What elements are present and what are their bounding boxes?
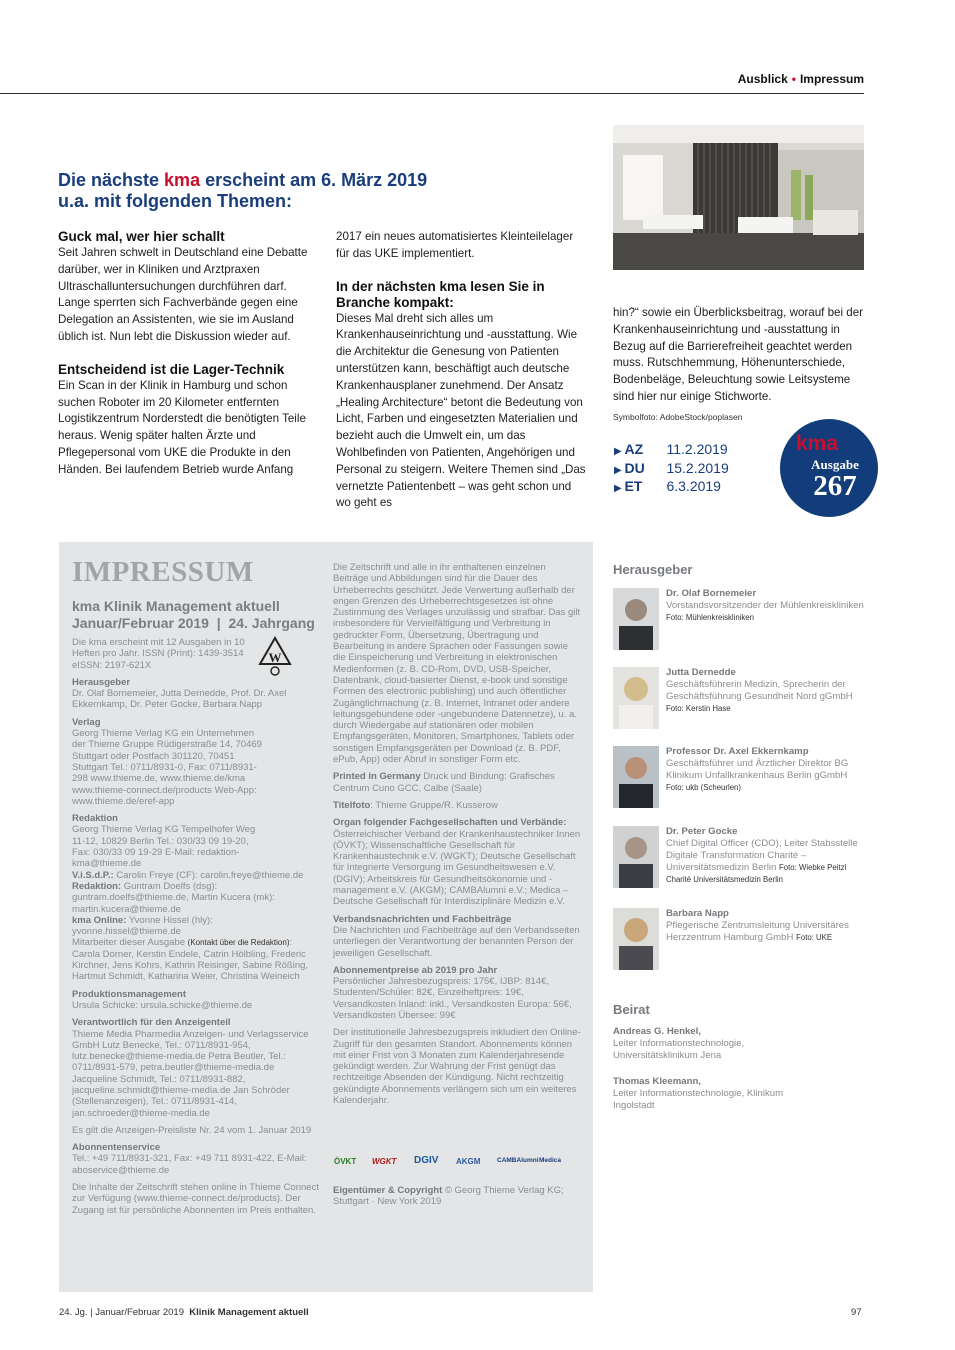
portrait-photo (613, 667, 659, 729)
logo-cambalumni: CAMBAlumni (497, 1157, 539, 1164)
impressum-label: Organ folgender Fachgesellschaften und Verbände: (333, 817, 567, 829)
person-name: Dr. Olaf Bornemeier (666, 588, 757, 599)
impressum-note: (Kontakt über die Redaktion) (187, 938, 290, 948)
separator: | (216, 615, 221, 631)
photo-credit: Foto: Wiebke Peitzl Charité Universitätsmedizin Berlin (666, 863, 847, 884)
impressum-label: V.i.S.d.P.: (72, 869, 114, 881)
date-value: 11.2.2019 (666, 441, 728, 457)
impressum-label: Redaktion: (72, 880, 122, 892)
logo-medica: Medica (539, 1157, 562, 1164)
volume-label: 24. Jahrgang (228, 615, 315, 631)
header-rule (0, 93, 864, 94)
article-body: Seit Jahren schwelt in Deutschland eine Debatte darüber, wer in Kliniken und Arztpraxen Ultraschalluntersuchungen durchführen darf. Lange sperrten sich Fachverbände gegen eine Delegation an Assistenten, wie sie im Ausland üblich ist. Nun lebt die Diskussion wieder auf. (58, 246, 308, 343)
impressum-label: Redaktion (72, 813, 118, 825)
article-column-2 (336, 229, 588, 512)
impressum-text: Ursula Schicke: ursula.schicke@thieme.de (72, 999, 253, 1011)
member-name: Thomas Kleemann, (613, 1076, 701, 1087)
impressum-label: Herausgeber (72, 676, 131, 688)
footer-magazine: Klinik Management aktuell (189, 1307, 309, 1318)
photo-credit: Symbolfoto: AdobeStock/poplasen (613, 411, 743, 422)
next-issue-headline (58, 170, 578, 212)
triangle-icon: ▶ (614, 483, 625, 494)
impressum-intro: Die kma erscheint mit 12 Ausgaben in 10 Heften pro Jahr. ISSN (Print): 1439-3514 eISSN: 2197-621X (72, 637, 245, 671)
herausgeber-heading: Herausgeber (613, 562, 693, 577)
issue-label: Januar/Februar 2019 (72, 615, 209, 631)
impressum-label: Printed in Germany (333, 771, 421, 783)
svg-text:W: W (268, 650, 282, 665)
portrait-photo (613, 908, 659, 970)
impressum-text: Der institutionelle Jahresbezugspreis inkludiert den Online-Zugriff für den gesamten Standort. Abonnements können mit einer Frist von 3 Monaten zum Kalenderjahresende gekündigt werden. Zur Wahrung der Frist genügt das rechtzeitige Absenden der Kündigung. Nicht rechtzeitig gekündigte Abonnements verlängern sich um ein weiteres Kalenderjahr. (333, 1027, 581, 1107)
person-role: Geschäftsführer und Ärztlicher Direktor BG Klinikum Unfallkrankenhaus Berlin gGmbH (666, 758, 849, 781)
badge-number: 267 (813, 470, 857, 502)
date-code: DU (624, 459, 645, 476)
impressum-text: Die Inhalte der Zeitschrift stehen online in Thieme Connect zur Verfügung (www.thieme-connect.de/products). Der Zugang ist für persönliche Abonnenten im Preis enthalten. (72, 1182, 319, 1216)
triangle-icon: ▶ (614, 464, 625, 476)
person-card (613, 746, 863, 812)
impressum-label: Abonnentenservice (72, 1142, 161, 1154)
impressum-subtitle (72, 598, 315, 632)
photo-credit: Foto: Kerstin Hase (666, 704, 731, 713)
article-body: Ein Scan in der Klinik in Hamburg und schon suchen Roboter im 20 Kilometer entfernten Logistikzentrum Norderstedt die benötigten Teile heraus. Wenig später halten Ärzte und Pflegepersonal vom UKE die Produkte in den Händen. Bei laufendem Betrieb wurde Anfang (58, 378, 306, 476)
impressum-text: Guntram Doelfs (dsg): guntram.doelfs@thieme.de, Martin Kucera (mk): martin.kucera@thieme.de (72, 880, 275, 915)
impressum-label: Abonnementpreise ab 2019 pro Jahr (333, 964, 498, 976)
impressum-text: Die Zeitschrift und alle in ihr enthaltenen einzelnen Beiträge und Abbildungen sind für die Dauer des Urheberrechts geschützt. Jede Verwertung außerhalb der engen Grenzen des Urheberrechtsgesetzes ist ohne Zustimmung des Verlages unzulässig und strafbar. Das gilt insbesondere für Vervielfältigung und Verbreitung in gedruckter Form, Übersetzung, Übertragung und Bearbeitung in andere Sprachen oder Fassungen sowie die Einspeicherung und Verbreitung in elektronischen Medienformen (z. B. CD-Rom, DVD, USB-Speicher, Datenbank, cloud-basierter Dienst, e-book und sonstige Formen des electronic publishing) und auch öffentlicher Zugänglichmachung (z. B. Internet, Intranet oder andere leitungsgebundene oder -ungebundene Datennetze), u. a. durch Wiedergabe auf stationären oder mobilen Empfangsgeräten, Monitoren, Smartphones, Tablets oder sonstigen Empfangsgeräten per Download (z. B. PDF, ePub, App) oder Abruf in sonstiger Form etc. (333, 562, 581, 766)
impressum-title: IMPRESSUM (72, 556, 254, 588)
impressum-label: Produktionsmanagement (72, 988, 187, 1000)
impressum-column-1 (72, 637, 320, 1216)
photo-credit: Foto: ukb (Scheurlen) (666, 783, 741, 792)
impressum-label: kma Online: (72, 914, 127, 926)
article-body: Dieses Mal dreht sich alles um Krankenhauseinrichtung und -ausstattung. Wie die Architektur die Genesung von Patienten unterstützen kann, beschäftigt auch deutsche Krankenhausplaner zunehmend. Der Ansatz „Healing Architecture“ betont die Bedeutung von Licht, Farben und eingesetzten Materialien und bezieht auch die Umwelt ein, um das Wohlbefinden von Patienten, Angehörigen und Personal zu steigern. Weitere Themen sind „Das vernetzte Patientenbett – was geht schon und wo geht es (336, 311, 586, 510)
impressum-text: Es gilt die Anzeigen-Preisliste Nr. 24 vom 1. Januar 2019 (72, 1124, 312, 1136)
page-type-label: Impressum (799, 72, 864, 86)
person-role: Chief Digital Officer (CDO), Leiter Stabsstelle Digitale Transformation Charité – Universitätsmedizin Berlin (666, 838, 858, 873)
person-role: Pflegerische Zentrumsleitung Universitäres Herzzentrum Hamburg GmbH (666, 920, 849, 943)
member-role: Leiter Informationstechnologie, Klinikum Ingolstadt (613, 1088, 784, 1111)
article-title: Guck mal, wer hier schallt (58, 229, 225, 244)
page-number: 97 (851, 1307, 862, 1318)
article-title: In der nächsten kma lesen Sie in Branche kompakt: (336, 278, 545, 310)
date-row (614, 441, 764, 460)
footer-volume-issue: 24. Jg. | Januar/Februar 2019 (59, 1307, 184, 1318)
impressum-text: Carolin Freye (CF): carolin.freye@thieme.de (113, 869, 304, 881)
issue-badge (780, 419, 878, 517)
headline-line2: u.a. mit folgenden Themen: (58, 191, 293, 211)
magazine-name: kma Klinik Management aktuell (72, 598, 280, 614)
article-title: Entscheidend ist die Lager-Technik (58, 361, 285, 377)
impressum-text: Mitarbeiter dieser Ausgabe (72, 937, 186, 949)
impressum-label: Verlag (72, 716, 101, 728)
logo-akgm: AKGM (456, 1157, 481, 1166)
date-row (614, 478, 764, 497)
separator-dot: • (791, 72, 796, 86)
impressum-text: : Thieme Gruppe/R. Kusserow (370, 799, 498, 811)
person-card (613, 588, 863, 654)
article-column-1 (58, 229, 308, 479)
person-name: Barbara Napp (666, 908, 729, 919)
impressum-text: Georg Thieme Verlag KG Tempelhofer Weg 11-12, 10829 Berlin Tel.: 030/33 09 19-20, Fax: 030/33 09 19-29 E-Mail: redaktion-kma@thieme.de (72, 824, 256, 870)
clinic-interior-photo (613, 125, 864, 270)
impressum-label: Verbandsnachrichten und Fachbeiträge (333, 913, 512, 925)
issue-dates (614, 441, 764, 497)
member-name: Andreas G. Henkel, (613, 1026, 701, 1037)
article-body-continued: hin?“ sowie ein Überblicksbeitrag, worauf bei der Krankenhauseinrichtung und -ausstattung in Bezug auf die Barrierefreiheit geachtet werden muss. Rutschhemmung, Höhenunterschiede, Bodenbeläge, Beleuchtung sowie Leitsysteme sind hier nur einige Stichworte. (613, 306, 864, 403)
beirat-heading: Beirat (613, 1002, 650, 1017)
footer-issue (59, 1307, 309, 1318)
person-role: Geschäftsführerin Medizin, Sprecherin der Geschäftsführung Gesundheit Nord gGmbH (666, 679, 853, 702)
impressum-text: Tel.: +49 711/8931-321, Fax: +49 711 8931-422, E-Mail: aboservice@thieme.de (72, 1153, 307, 1176)
impressum-text: © Georg Thieme Verlag KG; Stuttgart · New York 2019 (333, 1185, 564, 1208)
impressum-text: Thieme Media Pharmedia Anzeigen- und Verlagsservice GmbH Lutz Benecke, Tel.: 0711/8931-954, lutz.benecke@thieme-media.de Petra Beutler, Tel.: 0711/8931-579, petra.beutler@thieme-media.de Jacqueline Schmidt, Tel.: 0711/8931-882, jacqueline.schmidt@thieme-media.de Jan Schröder (Stellenanzeigen), Tel.: 0711/8931-414, jan.schroeder@thieme-media.de (72, 1028, 309, 1119)
person-role: Vorstandsvorsitzender der Mühlenkreiskliniken (666, 600, 864, 611)
badge-label: Ausgabe (811, 457, 859, 472)
headline-text-2: erscheint am 6. März 2019 (200, 170, 428, 190)
impressum-text: Dr. Olaf Bornemeier, Jutta Dernedde, Prof. Dr. Axel Ekkernkamp, Dr. Peter Gocke, Barbara Napp (72, 688, 287, 711)
date-row (614, 460, 764, 479)
photo-credit: Foto: UKE (796, 933, 833, 942)
impressum-column-2 (333, 562, 583, 1106)
impressum-text: : Carola Dorner, Kerstin Endele, Catrin Hölbling, Frederic Kirchner, Jens Kohrs, Kathrin Reisinger, Sabine Rößing, Hartmut Schmidt, Katharina Weier, Christina Weineich (72, 937, 309, 983)
member-role: Leiter Informationstechnologie, Universitätsklinikum Jena (613, 1038, 745, 1061)
logo-wgkt: WGKT (372, 1157, 397, 1166)
impressum-label: Eigentümer & Copyright (333, 1185, 443, 1196)
logo-ovkt: ÖVKT (334, 1157, 357, 1166)
beirat-member (613, 1026, 793, 1062)
impressum-text: Persönlicher Jahresbezugspreis: 175€, IJBP: 814€, Studenten/Schüler: 82€, Einzelheftpreis: 19€, Versandkosten Inland: inkl., Versandkosten Europa: 56€, Versandkosten Übersee: 99€ (333, 976, 572, 1021)
portrait-photo (613, 826, 659, 888)
person-card (613, 667, 863, 733)
person-name: Jutta Dernedde (666, 667, 736, 678)
headline-text: Die nächste (58, 170, 165, 190)
impressum-text: Yvonne Hissel (hly): yvonne.hissel@thieme.de (72, 914, 213, 938)
date-value: 15.2.2019 (666, 459, 729, 476)
society-logos (334, 1153, 564, 1175)
person-name: Professor Dr. Axel Ekkernkamp (666, 746, 809, 757)
portrait-photo (613, 588, 659, 650)
impressum-label: Verantwortlich für den Anzeigenteil (72, 1017, 231, 1029)
section-title (738, 72, 864, 86)
logo-dgiv: DGIV (414, 1155, 439, 1166)
date-value: 6.3.2019 (666, 478, 721, 494)
section-label: Ausblick (737, 72, 788, 86)
person-card (613, 908, 863, 974)
portrait-photo (613, 746, 659, 808)
article-body-continued: 2017 ein neues automatisiertes Kleinteilelager für das UKE implementiert. (336, 230, 574, 260)
kma-brand: kma (164, 170, 201, 190)
article-column-3 (613, 305, 865, 426)
impressum-label: Titelfoto (333, 799, 371, 811)
date-code: AZ (624, 441, 644, 457)
impressum-text: Druck und Bindung: Grafisches Centrum Cuno GCC, Calbe (Saale) (333, 771, 555, 794)
impressum-owner (333, 1185, 583, 1208)
date-code: ET (624, 478, 643, 494)
beirat-member (613, 1076, 793, 1112)
impressum-text: Österreichischer Verband der Krankenhaustechniker Innen (ÖVKT); Wissenschaftliche Gesellschaft für Krankenhaustechnik e.V. (WGKT); Deutsche Gesellschaft für Integrierte Versorgung im Gesundheitswesen e.V. (DGIV); Arbeitskreis für Gesundheitsökonomie und -management e.V. (AKGM); CAMBAlumni e.V.; Medica – Deutsche Gesellschaft für Interdisziplinäre Medizin e.V. (333, 828, 581, 908)
impressum-text: Georg Thieme Verlag KG ein Unternehmen der Thieme Gruppe Rüdigerstraße 14, 70469 Stuttgart oder Postfach 301120, 70451 Stuttgart Tel.: 0711/8931-0, Fax: 0711/8931-298 www.thieme.de, www.thieme.de/kma www.thieme-connect.de/products Web-App: www.thieme.de/eref-app (72, 728, 262, 807)
person-name: Dr. Peter Gocke (666, 826, 738, 837)
photo-credit: Foto: Mühlenkreiskliniken (666, 613, 754, 622)
badge-brand: kma (796, 432, 839, 455)
triangle-icon: ▶ (614, 446, 625, 457)
impressum-text: Die Nachrichten und Fachbeiträge auf den Verbandsseiten unterliegen der Verantwortung der benannten Person der jeweiligen Gesellschaft. (333, 924, 580, 959)
person-card (613, 826, 863, 892)
